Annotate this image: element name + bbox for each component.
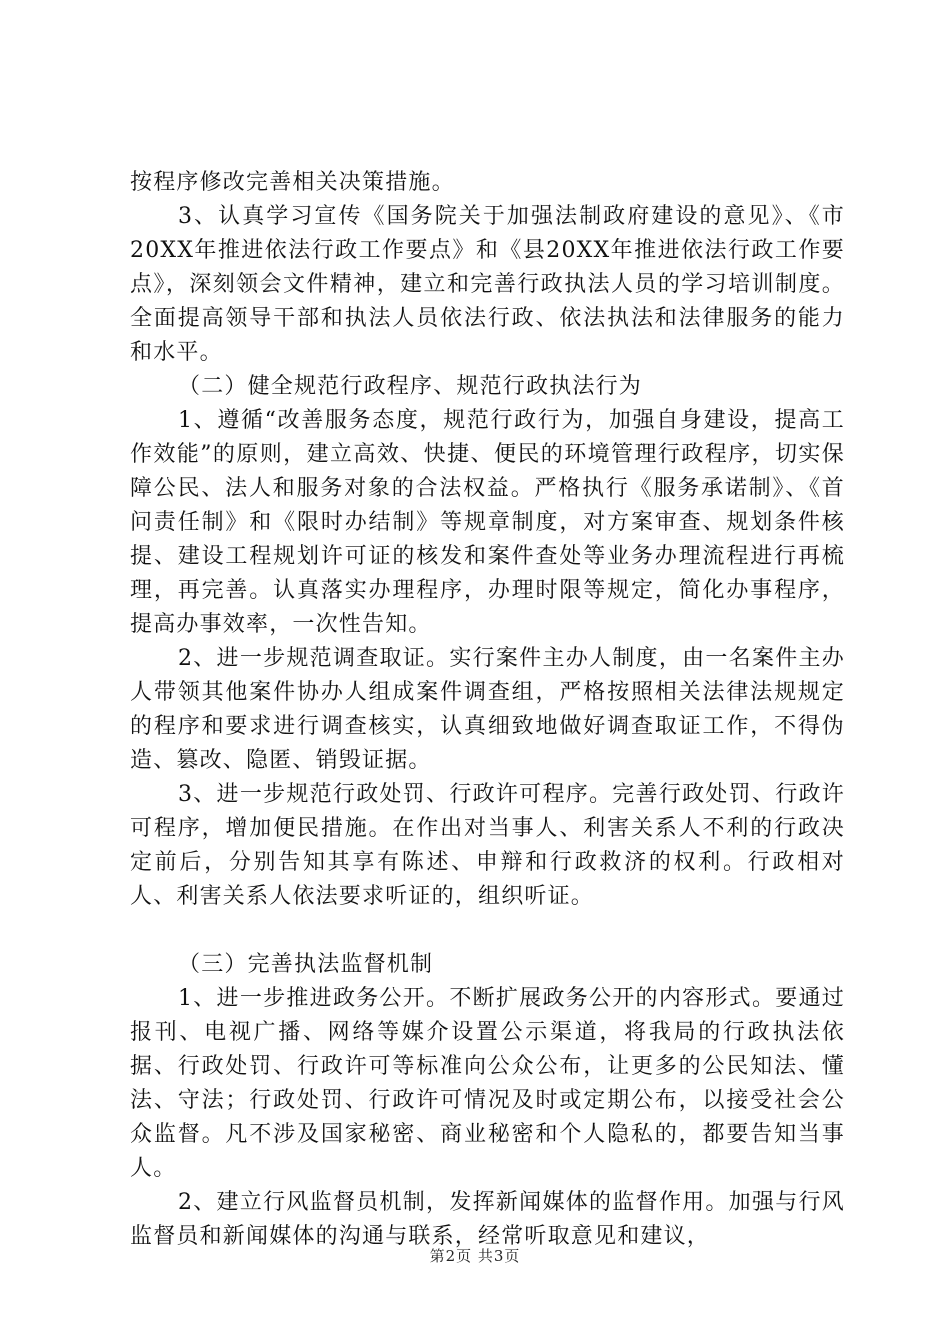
paragraph-item-3-study: 3、认真学习宣传《国务院关于加强法制政府建设的意见》、《市20XX年推进依法行政工作要点》和《县20XX年推进依法行政工作要点》，深刻领会文件精神，建立和完善行政执法人员的学习培训制度。全面提高领导干部和执法人员依法行政、依法执法和法律服务的能力和水平。 — [130, 204, 845, 365]
paragraph-item-1-openness: 1、进一步推进政务公开。不断扩展政务公开的内容形式。要通过报刊、电视广播、网络等媒介设置公示渠道，将我局的行政执法依据、行政处罚、行政许可等标准向公众公布，让更多的公民知法、懂法、守法；行政处罚、行政许可情况及时或定期公布，以接受社会公众监督。凡不涉及国家秘密、商业秘密和个人隐私的，都要告知当事人。 — [130, 986, 845, 1181]
document-body — [130, 166, 845, 1254]
paragraph-item-2-supervisors: 2、建立行风监督员机制，发挥新闻媒体的监督作用。加强与行风监督员和新闻媒体的沟通与联系，经常听取意见和建议， — [130, 1190, 845, 1249]
section-heading-3: （三）完善执法监督机制 — [178, 952, 434, 977]
section-heading-2: （二）健全规范行政程序、规范行政执法行为 — [178, 374, 643, 399]
paragraph-item-2-evidence: 2、进一步规范调查取证。实行案件主办人制度，由一名案件主办人带领其他案件协办人组成案件调查组，严格按照相关法律法规规定的程序和要求进行调查核实，认真细致地做好调查取证工作，不得伪造、篡改、隐匿、销毁证据。 — [130, 646, 845, 773]
paragraph-continuation: 按程序修改完善相关决策措施。 — [130, 170, 455, 195]
paragraph-item-3-procedure: 3、进一步规范行政处罚、行政许可程序。完善行政处罚、行政许可程序，增加便民措施。在作出对当事人、利害关系人不利的行政决定前后，分别告知其享有陈述、申辩和行政救济的权利。行政相对人、利害关系人依法要求听证的，组织听证。 — [130, 782, 845, 909]
paragraph-item-1-principles: 1、遵循“改善服务态度，规范行政行为，加强自身建设，提高工作效能”的原则，建立高效、快捷、便民的环境管理行政程序，切实保障公民、法人和服务对象的合法权益。严格执行《服务承诺制》、《首问责任制》和《限时办结制》等规章制度，对方案审查、规划条件核提、建设工程规划许可证的核发和案件查处等业务办理流程进行再梳理，再完善。认真落实办理程序，办理时限等规定，简化办事程序，提高办事效率，一次性告知。 — [130, 408, 845, 637]
page-footer: 第2页 共3页 — [429, 1247, 521, 1265]
